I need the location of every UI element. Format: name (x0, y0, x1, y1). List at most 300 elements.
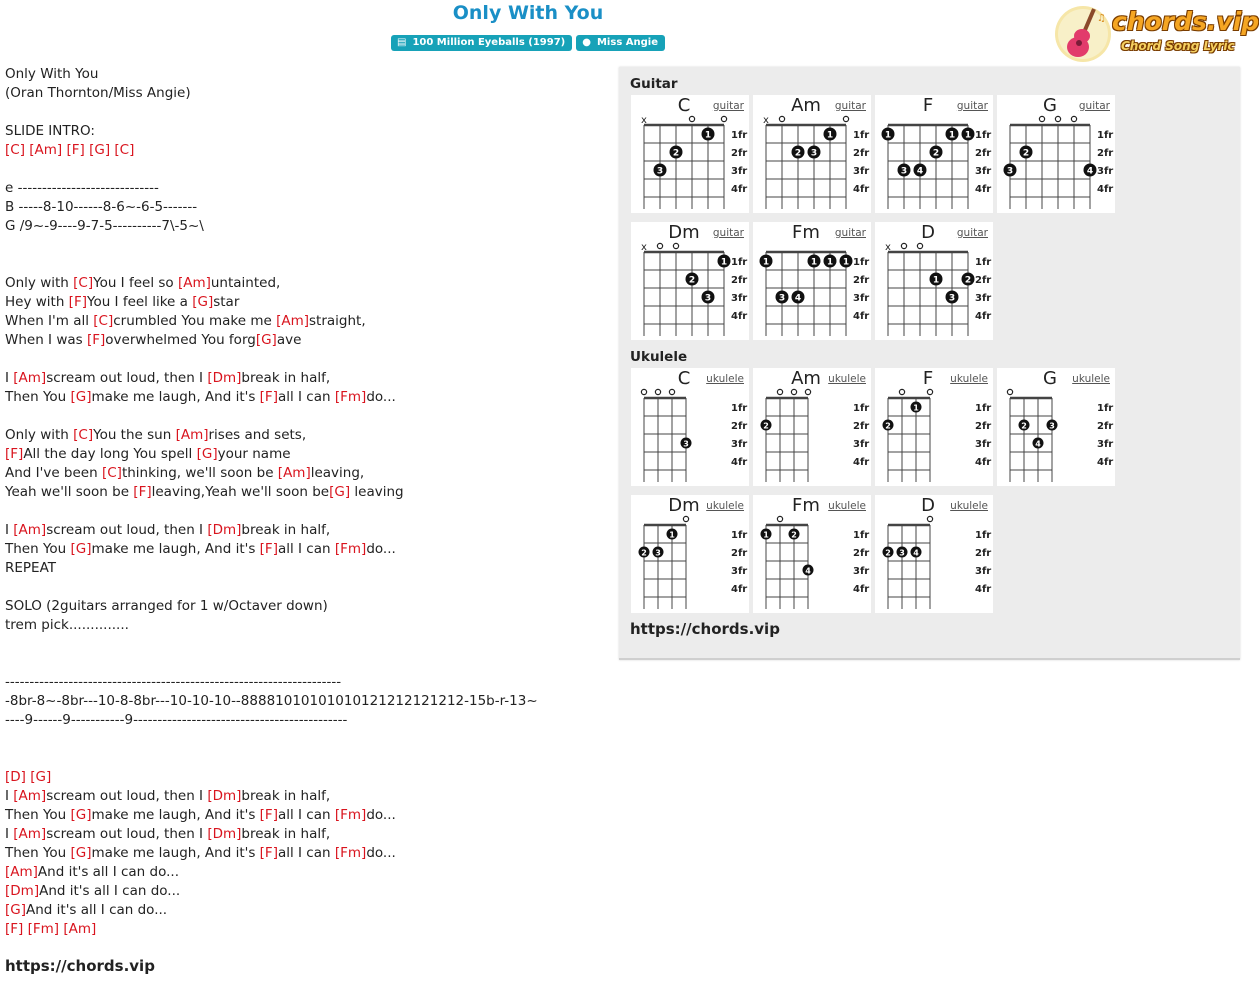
lyric-text: all I can (277, 389, 335, 405)
finger-number: 2 (1022, 148, 1030, 159)
lyric-text: SOLO (2guitars arranged for 1 w/Octaver down) (5, 598, 328, 614)
chord-link[interactable]: [Am] (276, 313, 309, 329)
fret-label: 1fr (731, 403, 748, 414)
lyric-text: leaving (350, 484, 404, 500)
instrument-type-link[interactable]: guitar (1078, 100, 1110, 112)
chord-diagram-panel (619, 67, 1240, 660)
lyric-text: all I can (277, 845, 335, 861)
lyric-line (5, 559, 605, 578)
ukulele-chord-c[interactable] (631, 368, 749, 486)
lyric-text: All the day long You spell (23, 446, 197, 462)
chord-link[interactable]: [Am] (277, 465, 311, 481)
album-badge[interactable] (391, 35, 572, 51)
fret-label: 2fr (853, 421, 870, 432)
fret-label: 4fr (731, 311, 748, 322)
fret-label: 1fr (1097, 403, 1114, 414)
fret-label: 3fr (853, 439, 870, 450)
lyric-text: ----9------9-----------9-------------------------------------------- (5, 712, 348, 728)
chord-name: F (922, 368, 934, 389)
chord-link[interactable]: [C] (114, 142, 135, 158)
chord-name: Fm (792, 222, 820, 243)
fret-label: 3fr (731, 439, 748, 450)
fret-label: 1fr (731, 530, 748, 541)
lyric-text: Only With You (5, 66, 99, 82)
finger-number: 2 (791, 530, 797, 540)
finger-number: 4 (1035, 439, 1041, 449)
lyric-line (5, 920, 605, 939)
lyric-text: You the sun (93, 427, 176, 443)
lyric-text: You I feel so (93, 275, 178, 291)
lyric-text: Only with (5, 275, 74, 291)
guitar-chord-fm[interactable] (753, 222, 871, 340)
lyric-text: And I've been (5, 465, 102, 481)
lyric-line (5, 768, 605, 787)
fret-label: 4fr (853, 584, 870, 595)
lyric-line (5, 540, 605, 559)
finger-number: 2 (932, 148, 940, 159)
chord-name: Am (791, 95, 821, 116)
instrument-type-link[interactable]: ukulele (950, 500, 988, 512)
lyrics-body (5, 65, 605, 939)
chord-link[interactable]: [Am] (13, 788, 47, 804)
ukulele-logo-icon (1054, 3, 1114, 63)
finger-number: 3 (1006, 166, 1014, 177)
finger-number: 1 (762, 257, 770, 268)
guitar-section-label: Guitar (630, 76, 678, 92)
fret-label: 3fr (853, 166, 870, 177)
lyric-text: crumbled You make me (113, 313, 277, 329)
fret-label: 3fr (731, 566, 748, 577)
chord-link[interactable]: [Dm] (207, 826, 242, 842)
chord-link[interactable]: [Am] (63, 921, 97, 937)
lyric-text: When I'm all (5, 313, 94, 329)
chord-link[interactable]: [F] (68, 294, 87, 310)
svg-text:♫: ♫ (1097, 13, 1106, 24)
lyric-text: -8br-8~-8br---10-8-8br---10-10-10--88881010101010121212121212-15b-r-13~ (5, 693, 538, 709)
lyric-text: Then You (5, 807, 71, 823)
ukulele-section-label: Ukulele (630, 349, 688, 365)
fret-label: 3fr (731, 293, 748, 304)
lyric-text: untainted, (210, 275, 281, 291)
chord-link[interactable]: [Am] (29, 142, 63, 158)
fret-label: 3fr (975, 566, 992, 577)
chord-link[interactable]: [G] (196, 446, 218, 462)
finger-number: 3 (948, 293, 956, 304)
ukulele-chord-am[interactable] (753, 368, 871, 486)
fret-label: 2fr (731, 421, 748, 432)
chord-link[interactable]: [C] (101, 465, 122, 481)
svg-text:x: x (641, 115, 647, 126)
lyric-text: ave (276, 332, 302, 348)
chord-link[interactable]: [F] (259, 389, 278, 405)
lyric-line (5, 692, 605, 711)
finger-number: 3 (656, 166, 664, 177)
chord-link[interactable]: [C] (73, 275, 94, 291)
chord-name: Dm (668, 495, 700, 516)
fret-label: 2fr (1097, 148, 1114, 159)
lyric-text: rises and sets, (208, 427, 307, 443)
fret-label: 3fr (1097, 166, 1114, 177)
chord-link[interactable]: [F] (259, 845, 278, 861)
instrument-type-link[interactable]: guitar (956, 100, 988, 112)
lyric-line (5, 407, 605, 426)
chord-link[interactable]: [F] (86, 332, 106, 348)
instrument-type-link[interactable]: guitar (834, 100, 866, 112)
chord-link[interactable]: [Dm] (5, 883, 40, 899)
chord-name: G (1043, 368, 1057, 389)
lyric-line (5, 901, 605, 920)
instrument-type-link[interactable]: ukulele (828, 373, 866, 385)
lyric-line (5, 863, 605, 882)
instrument-type-link[interactable]: ukulele (828, 500, 866, 512)
lyric-text: I (5, 826, 14, 842)
lyric-text: scream out loud, then I (46, 788, 208, 804)
album-badge-label: 100 Million Eyeballs (1997) (412, 37, 566, 48)
lyric-text: (Oran Thornton/Miss Angie) (5, 85, 191, 101)
lyric-text: all I can (277, 807, 335, 823)
finger-number: 1 (704, 130, 712, 141)
ukulele-chord-dm[interactable] (631, 495, 749, 613)
fret-label: 2fr (731, 275, 748, 286)
chord-name: D (921, 495, 935, 516)
finger-number: 4 (916, 166, 924, 177)
lyric-line (5, 578, 605, 597)
finger-number: 1 (810, 257, 818, 268)
lyric-text: break in half, (241, 826, 331, 842)
lyric-text: break in half, (241, 522, 331, 538)
chord-link[interactable]: [F] (5, 921, 24, 937)
lyric-text: Then You (5, 389, 71, 405)
finger-number: 3 (899, 548, 905, 558)
fret-label: 1fr (853, 403, 870, 414)
finger-number: 2 (885, 548, 891, 558)
chord-name: Dm (668, 222, 700, 243)
lyric-line (5, 255, 605, 274)
finger-number: 1 (763, 530, 769, 540)
lyric-line (5, 445, 605, 464)
lyric-text: thinking, we'll soon be (121, 465, 278, 481)
lyric-line (5, 160, 605, 179)
badges (0, 35, 1056, 51)
footer-site-link[interactable]: https://chords.vip (5, 957, 155, 975)
artist-badge-label: Miss Angie (596, 37, 658, 48)
finger-number: 1 (826, 257, 834, 268)
chord-link[interactable]: [F] (5, 446, 24, 462)
ukulele-chord-fm[interactable] (753, 495, 871, 613)
lyric-text: do... (366, 845, 396, 861)
lyric-text: leaving,Yeah we'll soon be (151, 484, 330, 500)
lyric-line (5, 806, 605, 825)
lyric-text: make me laugh, And it's (91, 389, 260, 405)
svg-text:x: x (885, 242, 891, 253)
lyric-line (5, 426, 605, 445)
fret-label: 2fr (975, 421, 992, 432)
lyric-line (5, 122, 605, 141)
instrument-type-link[interactable]: ukulele (950, 373, 988, 385)
lyric-text: B -----8-10------8-6~-6-5------- (5, 199, 198, 215)
lyric-line (5, 141, 605, 160)
finger-number: 1 (826, 130, 834, 141)
finger-number: 4 (794, 293, 802, 304)
lyric-text: And it's all I can do... (37, 864, 179, 880)
panel-site-link[interactable]: https://chords.vip (630, 620, 780, 638)
lyric-line (5, 350, 605, 369)
lyric-text: all I can (277, 541, 335, 557)
lyric-line (5, 882, 605, 901)
guitar-chord-d[interactable] (875, 222, 993, 340)
fret-label: 2fr (731, 548, 748, 559)
instrument-type-link[interactable]: ukulele (1072, 373, 1110, 385)
album-icon: ▤ (397, 37, 407, 48)
fret-label: 3fr (975, 439, 992, 450)
finger-number: 1 (913, 403, 919, 413)
finger-number: 2 (1021, 421, 1027, 431)
finger-number: 3 (683, 439, 689, 449)
fret-label: 4fr (853, 457, 870, 468)
finger-number: 1 (669, 530, 675, 540)
lyric-line (5, 84, 605, 103)
lyric-text: make me laugh, And it's (91, 845, 260, 861)
chord-link[interactable]: [D] (5, 769, 26, 785)
chord-link[interactable]: [G] (192, 294, 214, 310)
finger-number: 2 (794, 148, 802, 159)
guitar-chord-g[interactable] (997, 95, 1115, 213)
fret-label: 3fr (853, 293, 870, 304)
lyric-text: straight, (309, 313, 366, 329)
lyric-text: star (213, 294, 240, 310)
fret-label: 4fr (975, 311, 992, 322)
finger-number: 4 (913, 548, 919, 558)
lyric-text: scream out loud, then I (46, 522, 208, 538)
chord-link[interactable]: [G] (329, 484, 351, 500)
fret-label: 4fr (975, 457, 992, 468)
lyric-text: make me laugh, And it's (91, 541, 260, 557)
fret-label: 3fr (1097, 439, 1114, 450)
user-icon: ● (582, 37, 591, 48)
finger-number: 1 (964, 130, 972, 141)
finger-number: 3 (704, 293, 712, 304)
fret-label: 2fr (853, 148, 870, 159)
chord-link[interactable]: [Fm] (27, 921, 60, 937)
guitar-chord-am[interactable] (753, 95, 871, 213)
chord-link[interactable]: [Fm] (334, 807, 367, 823)
chord-link[interactable]: [Am] (177, 275, 211, 291)
logo-subtitle: Chord Song Lyric (1121, 39, 1235, 53)
finger-number: 3 (1049, 421, 1055, 431)
lyric-text: Then You (5, 845, 71, 861)
chord-link[interactable]: [G] (70, 845, 92, 861)
lyric-line (5, 483, 605, 502)
chord-link[interactable]: [F] (259, 541, 278, 557)
lyric-line (5, 787, 605, 806)
lyric-line (5, 597, 605, 616)
lyric-text: G /9~-9----9-7-5----------7\-5~\ (5, 218, 204, 234)
chord-name: C (677, 95, 691, 116)
fret-label: 4fr (1097, 184, 1114, 195)
chord-link[interactable]: [G] (70, 389, 92, 405)
finger-number: 4 (805, 566, 811, 576)
instrument-type-link[interactable]: guitar (712, 100, 744, 112)
fret-label: 1fr (853, 130, 870, 141)
instrument-type-link[interactable]: ukulele (706, 500, 744, 512)
chord-link[interactable]: [C] (73, 427, 94, 443)
chord-link[interactable]: [Am] (13, 522, 47, 538)
chord-link[interactable]: [Dm] (207, 370, 242, 386)
fret-label: 4fr (853, 184, 870, 195)
lyric-text: do... (366, 541, 396, 557)
chord-link[interactable]: [G] (30, 769, 52, 785)
lyric-text: REPEAT (5, 560, 57, 576)
lyric-text: do... (366, 389, 396, 405)
chord-link[interactable]: [C] (5, 142, 25, 158)
lyric-line (5, 749, 605, 768)
finger-number: 2 (964, 275, 972, 286)
chord-link[interactable]: [Fm] (334, 389, 367, 405)
chord-link[interactable]: [Am] (13, 826, 47, 842)
lyric-line (5, 464, 605, 483)
chord-link[interactable]: [Dm] (207, 522, 242, 538)
fret-label: 3fr (975, 293, 992, 304)
chord-link[interactable]: [Fm] (334, 541, 367, 557)
fret-label: 4fr (731, 457, 748, 468)
lyric-text: Then You (5, 541, 71, 557)
fret-label: 1fr (731, 257, 748, 268)
chord-link[interactable]: [Dm] (207, 788, 242, 804)
chord-name: C (677, 368, 691, 389)
finger-number: 2 (885, 421, 891, 431)
fret-label: 1fr (853, 530, 870, 541)
fret-label: 2fr (975, 275, 992, 286)
chord-link[interactable]: [F] (133, 484, 152, 500)
lyric-text: I (5, 522, 14, 538)
lyric-line (5, 673, 605, 692)
fret-label: 2fr (853, 275, 870, 286)
lyric-text: --------------------------------------------------------------------- (5, 674, 342, 690)
chord-name: G (1043, 95, 1057, 116)
fret-label: 2fr (731, 148, 748, 159)
lyric-text: break in half, (241, 788, 331, 804)
lyric-line (5, 388, 605, 407)
finger-number: 3 (810, 148, 818, 159)
instrument-type-link[interactable]: ukulele (706, 373, 744, 385)
fret-label: 4fr (731, 184, 748, 195)
fret-label: 1fr (853, 257, 870, 268)
lyric-text: trem pick.............. (5, 617, 129, 633)
lyric-text: I (5, 370, 14, 386)
lyric-line (5, 844, 605, 863)
instrument-type-link[interactable]: guitar (956, 227, 988, 239)
ukulele-chord-d[interactable] (875, 495, 993, 613)
finger-number: 2 (641, 548, 647, 558)
finger-number: 4 (1086, 166, 1094, 177)
lyric-text: SLIDE INTRO: (5, 123, 95, 139)
lyric-text: Only with (5, 427, 74, 443)
chord-link[interactable]: [Am] (5, 864, 38, 880)
fret-label: 4fr (975, 184, 992, 195)
logo-text: chords.vip (1112, 7, 1259, 36)
ukulele-chord-f[interactable] (875, 368, 993, 486)
lyric-text: overwhelmed You forg (105, 332, 256, 348)
fret-label: 4fr (1097, 457, 1114, 468)
lyric-text: e ----------------------------- (5, 180, 159, 196)
lyric-line (5, 293, 605, 312)
song-title: Only With You (452, 2, 604, 24)
instrument-type-link[interactable]: guitar (834, 227, 866, 239)
chord-link[interactable]: [G] (70, 807, 92, 823)
fret-label: 3fr (975, 166, 992, 177)
guitar-chord-f[interactable] (875, 95, 993, 213)
lyric-text: break in half, (241, 370, 331, 386)
chord-link[interactable]: [G] (70, 541, 92, 557)
finger-number: 1 (842, 257, 850, 268)
fret-label: 3fr (731, 166, 748, 177)
finger-number: 1 (884, 130, 892, 141)
chord-link[interactable]: [G] (89, 142, 111, 158)
lyric-text: When I was (5, 332, 87, 348)
finger-number: 3 (655, 548, 661, 558)
chord-link[interactable]: [Fm] (334, 845, 367, 861)
finger-number: 2 (672, 148, 680, 159)
lyric-text: Hey with (5, 294, 69, 310)
fret-label: 1fr (975, 130, 992, 141)
guitar-chord-c[interactable] (631, 95, 749, 213)
chord-link[interactable]: [Am] (175, 427, 209, 443)
fret-label: 1fr (975, 257, 992, 268)
chord-link[interactable]: [F] (259, 807, 278, 823)
instrument-type-link[interactable]: guitar (712, 227, 744, 239)
lyric-text: do... (366, 807, 396, 823)
svg-text:x: x (641, 242, 647, 253)
finger-number: 2 (688, 275, 696, 286)
lyric-text: You I feel like a (86, 294, 193, 310)
fret-label: 1fr (975, 403, 992, 414)
lyric-line (5, 616, 605, 635)
chord-link[interactable]: [Am] (13, 370, 47, 386)
fret-label: 2fr (1097, 421, 1114, 432)
fret-label: 4fr (853, 311, 870, 322)
lyric-line (5, 635, 605, 654)
lyric-line (5, 198, 605, 217)
chord-link[interactable]: [G] (5, 902, 26, 918)
lyric-line (5, 521, 605, 540)
lyric-line (5, 331, 605, 350)
chord-name: Am (791, 368, 821, 389)
lyric-line (5, 103, 605, 122)
fret-label: 2fr (853, 548, 870, 559)
chord-name: Fm (792, 495, 820, 516)
site-logo[interactable] (1054, 3, 1259, 63)
finger-number: 2 (763, 421, 769, 431)
lyric-text: your name (217, 446, 291, 462)
lyric-line (5, 711, 605, 730)
fret-label: 1fr (975, 530, 992, 541)
finger-number: 3 (900, 166, 908, 177)
guitar-chord-dm[interactable] (631, 222, 749, 340)
chord-link[interactable]: [F] (66, 142, 85, 158)
artist-badge[interactable] (576, 35, 665, 51)
fret-label: 1fr (731, 130, 748, 141)
chord-link[interactable]: [G] (255, 332, 277, 348)
lyric-text: scream out loud, then I (46, 370, 208, 386)
finger-number: 1 (720, 257, 728, 268)
lyric-line (5, 274, 605, 293)
ukulele-chord-g[interactable] (997, 368, 1115, 486)
lyric-line (5, 825, 605, 844)
lyric-text: scream out loud, then I (46, 826, 208, 842)
fret-label: 4fr (975, 584, 992, 595)
lyric-line (5, 312, 605, 331)
chord-link[interactable]: [C] (93, 313, 114, 329)
